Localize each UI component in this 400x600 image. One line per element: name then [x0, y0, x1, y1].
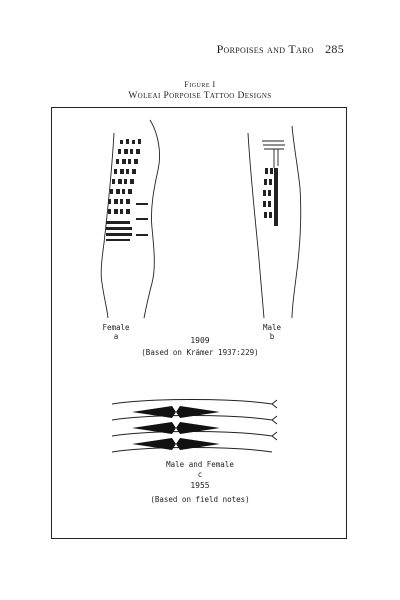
letter-b: b	[269, 332, 275, 341]
running-head	[217, 42, 344, 57]
source-kramer: (Based on Krämer 1937:229)	[141, 348, 259, 357]
source-field-notes: (Based on field notes)	[150, 495, 250, 504]
figure-frame	[51, 107, 347, 539]
label-male: Male	[262, 323, 282, 332]
running-head-title: Porpoises and Taro	[216, 42, 314, 56]
male-tattoo-pattern	[263, 168, 278, 226]
label-male-and-female: Male and Female	[166, 460, 234, 469]
year-1955: 1955	[190, 481, 210, 490]
page-number: 285	[325, 42, 344, 56]
figure-number: Figure I	[184, 80, 216, 89]
letter-a: a	[113, 332, 119, 341]
year-1909: 1909	[190, 336, 210, 345]
porpoise-motifs	[132, 406, 220, 450]
label-female: Female	[102, 323, 130, 332]
figure-title: Woleai Porpoise Tattoo Designs	[128, 91, 272, 101]
letter-c: c	[197, 470, 203, 479]
